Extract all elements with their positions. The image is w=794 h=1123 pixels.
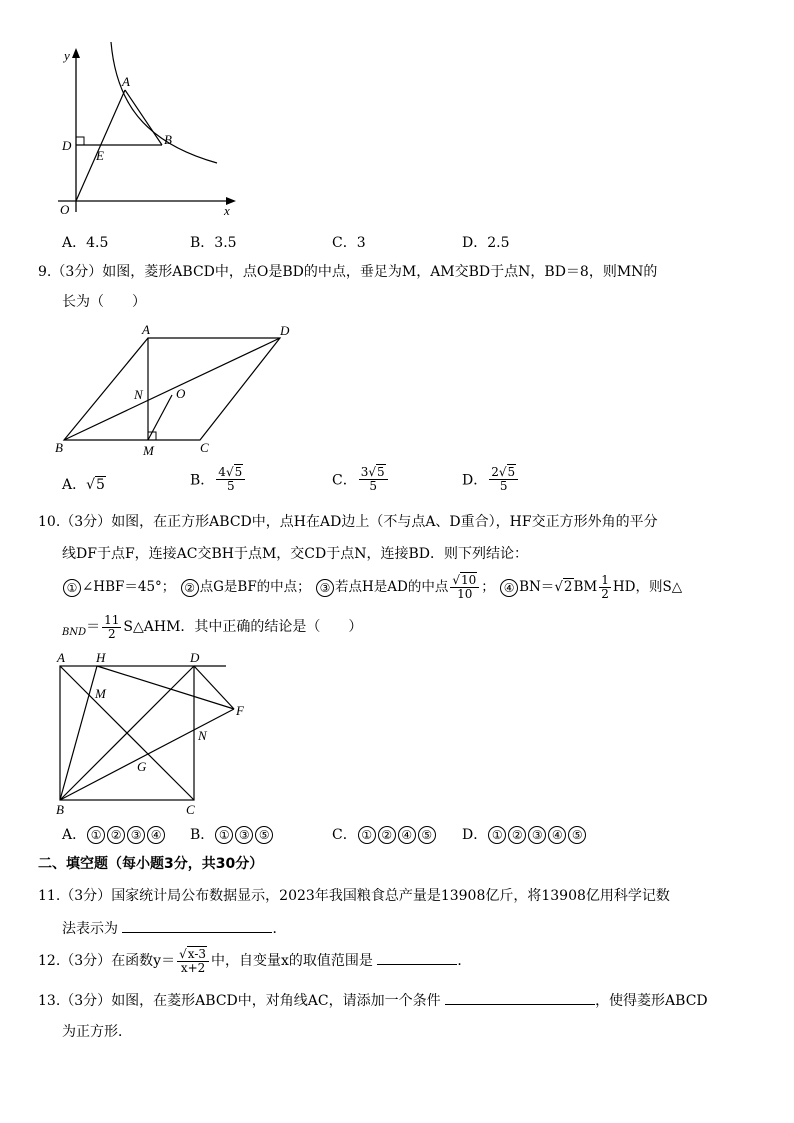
q12-score: （3分） [60, 953, 112, 969]
q10-option-c[interactable]: C． ① ② ④ ⑤ [332, 824, 437, 844]
q9-label-N: N [134, 387, 143, 402]
q8-label-x: x [224, 203, 230, 218]
q9-score: （3分） [51, 264, 103, 280]
q11-answer-blank[interactable] [122, 918, 272, 933]
q13-number: 13. [38, 993, 61, 1009]
q10-score: （3分） [60, 514, 112, 530]
q13-answer-blank[interactable] [445, 990, 595, 1005]
q10-figure [52, 650, 252, 820]
q10-text-2: 线DF于点F，连接AC交BH于点M，交CD于点N，连接BD．则下列结论： [62, 546, 529, 562]
q10-segment-BF [60, 709, 234, 800]
q11-score: （3分） [60, 888, 112, 904]
q13-stem-line1 [38, 990, 708, 1011]
q12-fraction: $\frac{√x-3}{x+2}$ [177, 948, 209, 975]
q12-text-1: 在函数y＝ [111, 953, 176, 969]
q8-label-O: O [60, 202, 70, 217]
q10-label-G: G [137, 759, 147, 774]
q11-stem-line1 [38, 886, 670, 906]
q9-label-M: M [143, 443, 154, 458]
q13-text-3: 为正方形． [62, 1024, 132, 1040]
q9-option-a[interactable]: A．√5 [62, 477, 105, 493]
q9-label-A: A [142, 322, 150, 337]
section-2-title: 二、填空题（每小题3分，共30分） [38, 856, 264, 872]
q10-stem-line1 [38, 512, 658, 532]
q8-label-D: D [62, 138, 72, 153]
q10-label-F: F [236, 703, 244, 718]
q8-option-d[interactable]: D．2.5 [462, 235, 510, 251]
q9-label-C: C [200, 440, 209, 455]
q10-conclusion-2-marker: ② [181, 579, 199, 597]
q12-answer-blank[interactable] [377, 950, 457, 965]
q11-text-1: 国家统计局公布数据显示，2023年我国粮食总产量是13908亿斤，将13908亿用科学记数 [111, 888, 670, 904]
q9-text-1: 如图，菱形ABCD中，点O是BD的中点，垂足为M，AM交BD于点N，BD＝8，则MN的 [102, 264, 658, 280]
q10-label-A: A [57, 650, 65, 665]
q10-option-a[interactable]: A． ① ② ③ ④ [62, 824, 166, 844]
q9-stem-line1 [38, 262, 657, 282]
q8-label-y: y [64, 48, 70, 63]
q8-option-a[interactable]: A．4.5 [62, 235, 109, 251]
q13-score: （3分） [60, 993, 112, 1009]
q10-label-M: M [95, 686, 106, 701]
q9-label-O: O [176, 386, 186, 401]
q8-right-angle-mark [76, 137, 84, 145]
q10-label-B: B [56, 802, 64, 817]
q8-y-arrow [72, 48, 80, 58]
q11-number: 11. [38, 888, 61, 904]
q8-option-b[interactable]: B．3.5 [190, 235, 237, 251]
q9-stem-line2 [62, 292, 146, 312]
q12-text-2: 中，自变量x的取值范围是 [211, 953, 373, 969]
q10-segment-BH [60, 666, 97, 800]
q12-number: 12. [38, 953, 61, 969]
q8-segment-AB [125, 90, 162, 145]
q10-label-D: D [190, 650, 200, 665]
q9-figure [52, 322, 302, 462]
q13-text-1: 如图，在菱形ABCD中，对角线AC，请添加一个条件 [111, 993, 441, 1009]
q12-stem: 12.（3分）在函数y＝ $\frac{√x-3}{x+2}$ 中，自变量x的取值范围是 ． [38, 946, 472, 975]
q10-stem-line4: $_{BND}$＝ $\frac{11}{2}$ S△AHM．其中正确的结论是（ ） [62, 612, 363, 641]
q9-option-c[interactable]: C． $\frac{3√5}{5}$ [332, 466, 390, 493]
q13-text-2: ，使得菱形ABCD [595, 993, 708, 1009]
q11-text-2: 法表示为 [62, 921, 118, 937]
q10-conclusions-line: ① ∠HBF＝45°； ② 点G是BF的中点； ③ 若点H是AD的中点 $\frac{√10}{10}$ ； ④ BN＝√2BM $\frac{1}{2}$ HD，则S△ [62, 572, 682, 602]
q9-option-b[interactable]: B． $\frac{4√5}{5}$ [190, 466, 247, 493]
q8-figure [52, 40, 242, 220]
q11-stem-line2: 法表示为 ． [62, 918, 286, 939]
q9-diagonal-BD [64, 338, 280, 440]
q9-option-a-radicand: 5 [96, 477, 105, 493]
q9-label-D: D [280, 323, 290, 338]
q10-stem-line2 [62, 544, 528, 564]
q9-text-2: 长为（ ） [62, 294, 146, 310]
q10-label-H: H [96, 650, 106, 665]
q8-label-B: B [164, 132, 172, 147]
q10-sub-BND: BND [62, 626, 87, 638]
q10-text-1: 如图，在正方形ABCD中，点H在AD边上（不与点A、D重合），HF交正方形外角的平分 [111, 514, 658, 530]
q9-number: 9. [38, 264, 52, 280]
q10-conclusion-3-marker: ③ [316, 579, 334, 597]
q10-conclusion-1-marker: ① [63, 579, 81, 597]
q8-label-A: A [122, 74, 130, 89]
q10-option-d[interactable]: D． ① ② ③ ④ ⑤ [462, 824, 587, 844]
q13-stem-line2 [62, 1022, 132, 1042]
q9-segment-OM [148, 395, 172, 440]
q10-option-b[interactable]: B． ① ③ ⑤ [190, 824, 274, 844]
q10-label-N: N [198, 728, 207, 743]
q8-label-E: E [96, 148, 104, 163]
q8-option-c[interactable]: C．3 [332, 235, 366, 251]
q10-label-C: C [186, 802, 195, 817]
q10-conclusion-4-marker: ④ [500, 579, 518, 597]
q10-number: 10. [38, 514, 61, 530]
q9-label-B: B [55, 440, 63, 455]
q9-option-d[interactable]: D． $\frac{2√5}{5}$ [462, 466, 520, 493]
